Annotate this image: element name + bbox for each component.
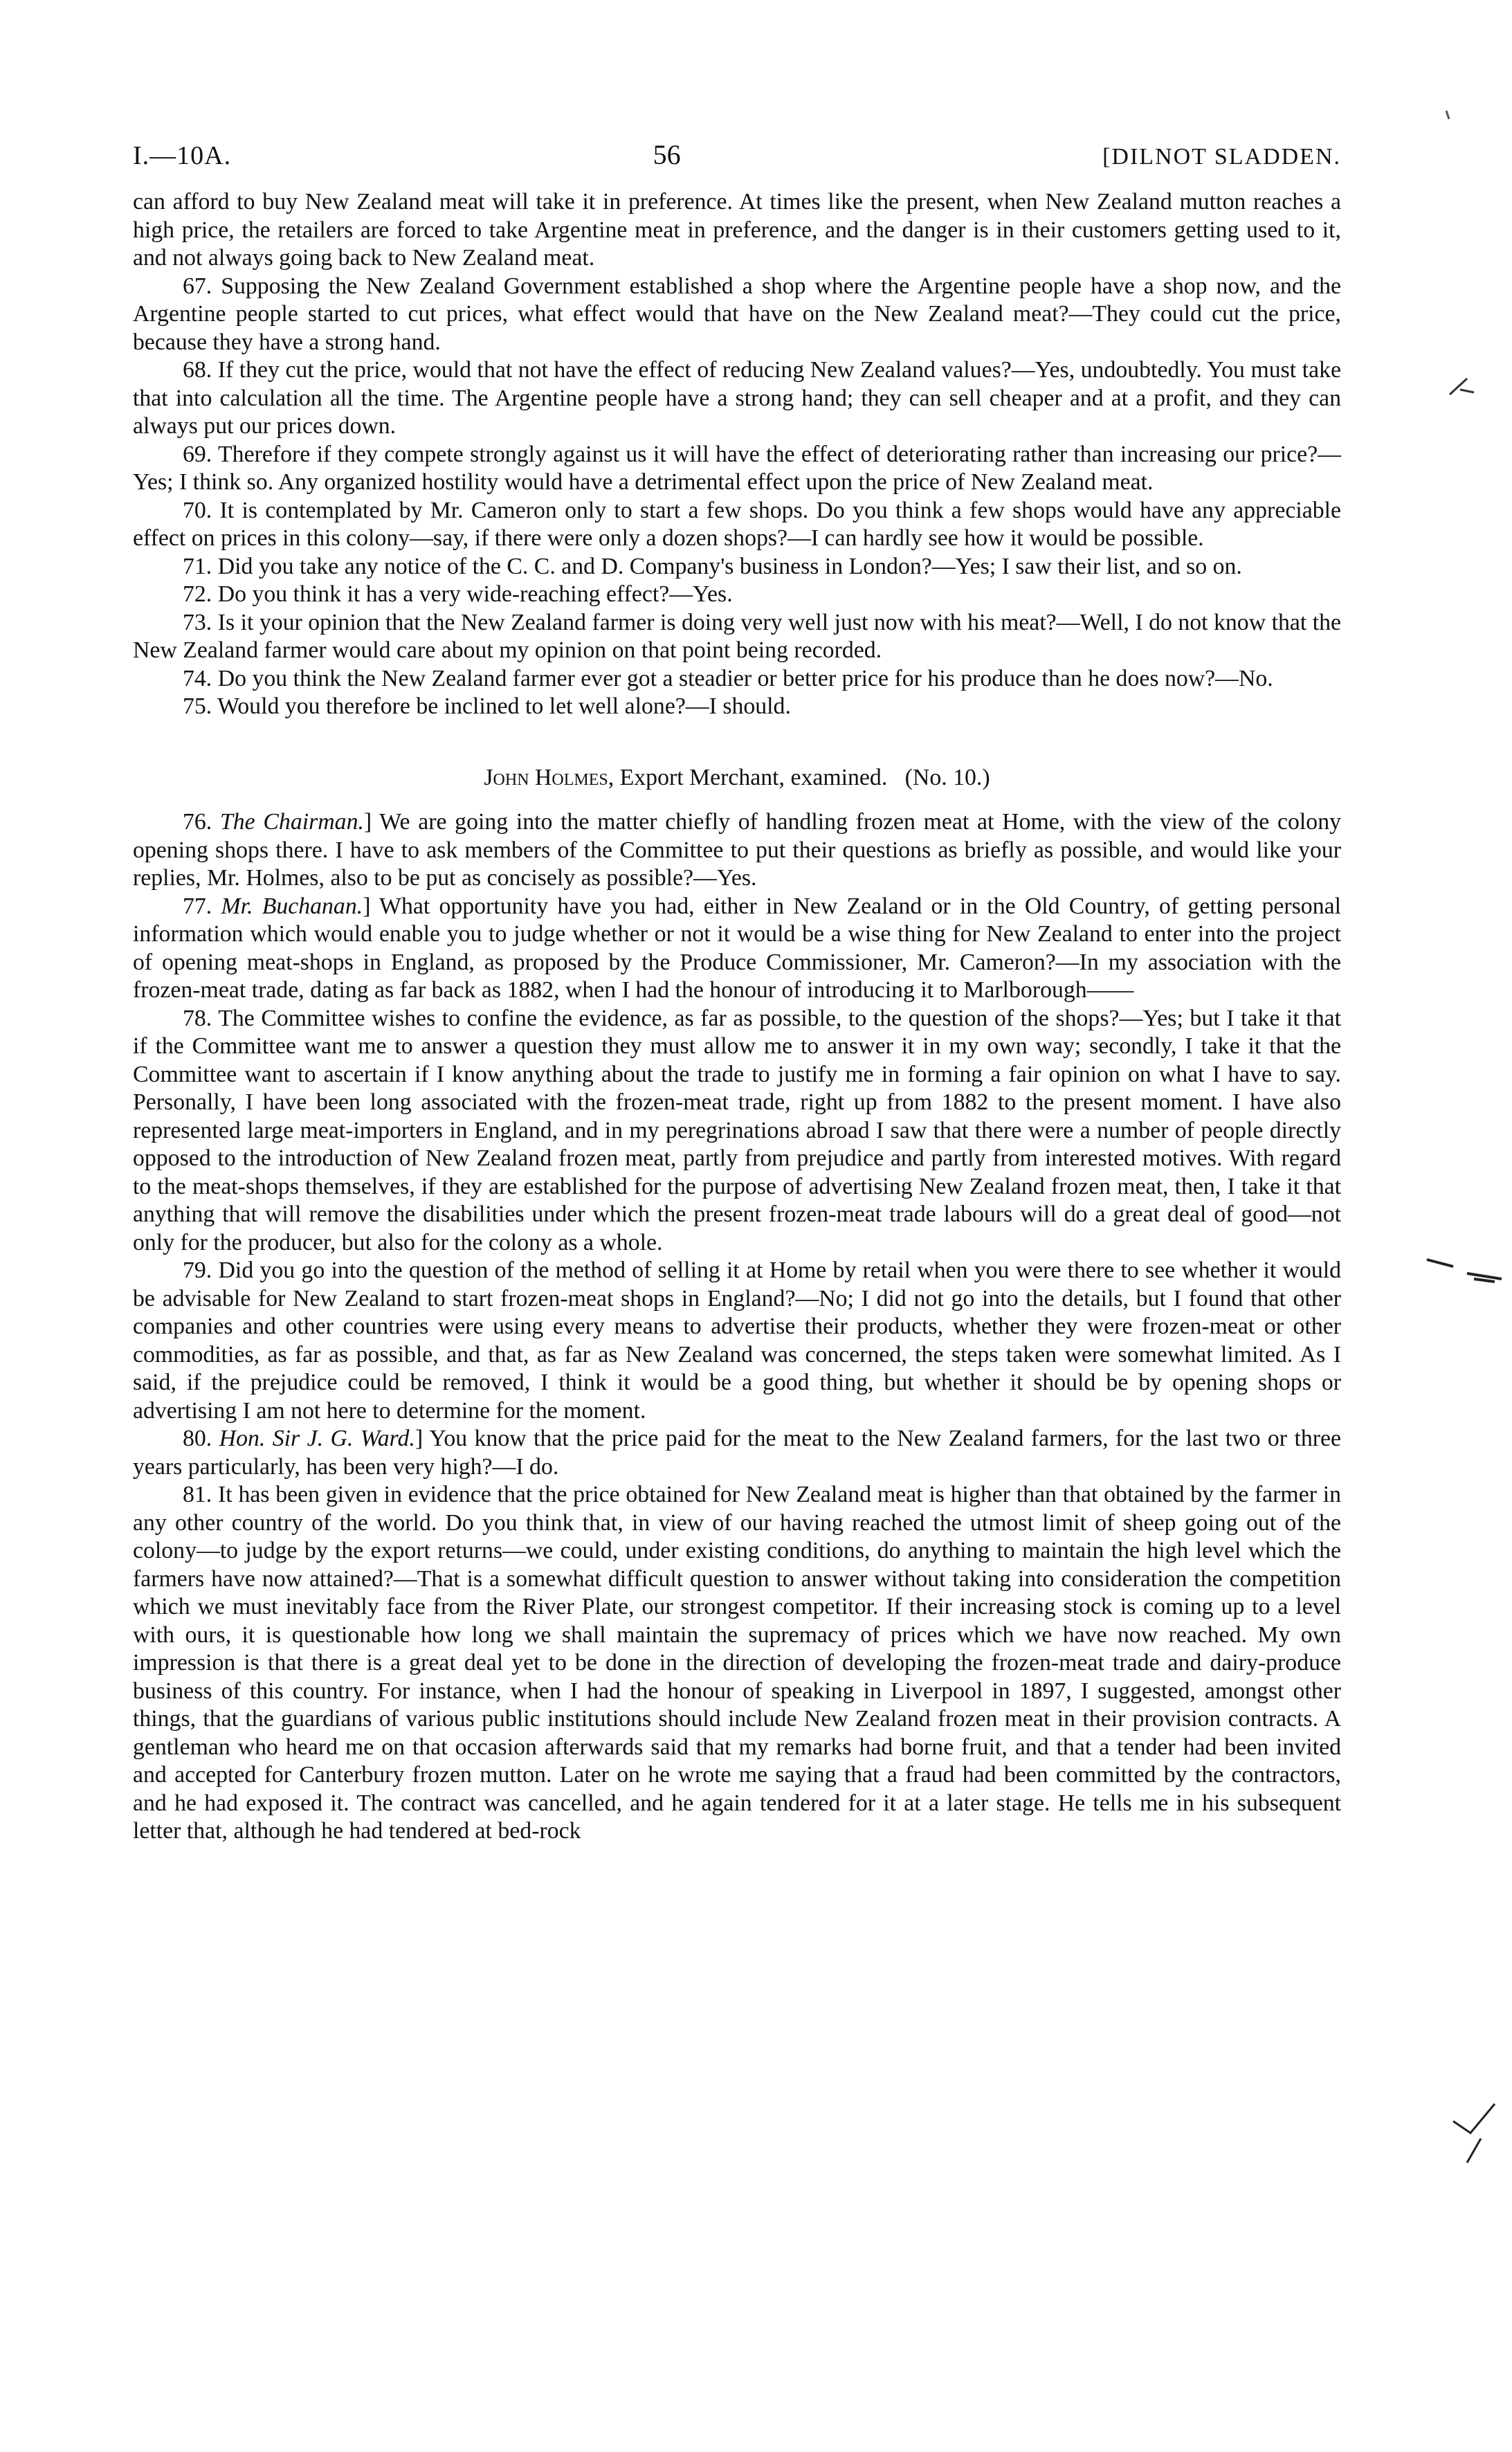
question-paragraph: 74. Do you think the New Zealand farmer ever got a steadier or better price for his produce than he does now?—No. <box>183 665 1273 691</box>
header-paper-number: I.—10A. <box>133 141 232 170</box>
question-paragraph: 72. Do you think it has a very wide-reaching effect?—Yes. <box>183 581 733 607</box>
question-paragraph <box>133 1257 1341 1425</box>
question-paragraph: 69. Therefore if they compete strongly against us it will have the effect of deteriorating rather than increasing our price?—Yes; I think so. Any organized hostility would have a detrimental effect upon the price of New Zealand meat. <box>133 441 1341 495</box>
question-text: The Committee wishes to confine the evidence, as far as possible, to the question of the shops?—Yes; but I take it that if the Committee want me to answer a question they must allow me to answer it in my own way; secondly, I take it that the Committee want to ascertain if I know anything about the trade to justify me in forming a fair opinion on what I have to say. Personally, I have been long associated with the frozen-meat trade, right up from 1882 to the present moment. I have also represented large meat-importers in England, and in my peregrinations abroad I saw that there were a number of people directly opposed to the introduction of New Zealand frozen meat, partly from prejudice and partly from interested motives. With regard to the meat-shops themselves, if they are established for the purpose of advertising New Zealand frozen meat, then, I take it that anything that will remove the disabilities under which the present frozen-meat trade labours will do a great deal of good—not only for the producer, but also for the colony as a whole. <box>133 1005 1341 1255</box>
question-list-b <box>133 808 1341 1846</box>
question-number: 77. <box>183 893 212 919</box>
question-text: ] What opportunity have you had, either in New Zealand or in the Old Country, of getting personal information which would enable you to judge whether or not it would be a wise thing for New Zealand to enter into the project of opening meat-shops in England, as proposed by the Produce Commissioner, Mr. Cameron?—In my association with the frozen-meat trade, dating as far back as 1882, when I had the honour of introducing it to Marlborough—— <box>133 893 1341 1003</box>
question-paragraph: 70. It is contemplated by Mr. Cameron only to start a few shops. Do you think a few shops would have any appreciable effect on prices in this colony—say, if there were only a dozen shops?—I can hardly see how it would be possible. <box>133 497 1341 551</box>
question-number: 78. <box>183 1005 212 1031</box>
witness-heading <box>133 764 1341 792</box>
document-body <box>133 188 1341 1846</box>
question-paragraph: 67. Supposing the New Zealand Government established a shop where the Argentine people have a shop now, and the Argentine people started to cut prices, what effect would that have on the New Zealand meat?—They could cut the price, because they have a strong hand. <box>133 273 1341 355</box>
question-text: ] You know that the price paid for the meat to the New Zealand farmers, for the last two or three years particularly, has been very high?—I do. <box>133 1426 1341 1480</box>
question-paragraph <box>133 1425 1341 1481</box>
question-paragraph <box>133 1481 1341 1846</box>
question-number: 79. <box>183 1257 212 1283</box>
header-witness-name: [DILNOT SLADDEN. <box>1102 144 1341 170</box>
scan-mark-icon <box>1426 97 1467 138</box>
question-text: It has been given in evidence that the price obtained for New Zealand meat is higher than that obtained by the farmer in any other country of the world. Do you think that, in view of our having reached the utmost limit of sheep going out of the colony—to judge by the export returns—we could, under existing conditions, do anything to maintain the high level which the farmers have now attained?—That is a somewhat difficult question to answer without taking into consideration the competition which we must inevitably face from the River Plate, our strongest competitor. If their increasing stock is coming up to a level with ours, it is questionable how long we shall maintain the supremacy of prices which we have now reached. My own impression is that there is a great deal yet to be done in the direction of developing the frozen-meat trade and dairy-produce business of this country. For instance, when I had the honour of speaking in Liverpool in 1897, I suggested, amongst other things, that the guardians of various public institutions should include New Zealand frozen meat in their provision contracts. A gentleman who heard me on that occasion afterwards said that my remarks had borne fruit, and that a tender had been invited and accepted for Canterbury frozen mutton. Later on he wrote me saying that a fraud had been committed by the contractors, and he had exposed it. The contract was cancelled, and he again tendered for it at a later stage. He tells me in his subsequent letter that, although he had tendered at bed-rock <box>133 1482 1342 1844</box>
question-paragraph <box>133 808 1341 893</box>
scan-mark-icon <box>1446 370 1488 405</box>
question-text: ] We are going into the matter chiefly of handling frozen meat at Home, with the view of the colony opening shops there. I have to ask members of the Committee to put their questions as briefly as possible, and would like your replies, Mr. Holmes, also to be put as concisely as possible?—Yes. <box>133 809 1341 891</box>
header-page-number: 56 <box>653 139 681 170</box>
speaker-name: Mr. Buchanan. <box>221 893 363 919</box>
document-page <box>133 138 1341 1846</box>
question-paragraph: 73. Is it your opinion that the New Zealand farmer is doing very well just now with his meat?—Well, I do not know that the New Zealand farmer would care about my opinion on that point being recorded. <box>133 609 1341 663</box>
question-paragraph <box>133 1005 1341 1257</box>
speaker-name: The Chairman. <box>219 809 364 835</box>
question-number: 81. <box>183 1482 212 1507</box>
witness-number: (No. 10.) <box>904 764 990 790</box>
question-paragraph: 68. If they cut the price, would that not have the effect of reducing New Zealand values?—Yes, undoubtedly. You must take that into calculation all the time. The Argentine people have a strong hand; they can sell cheaper and at a profit, and they can always put our prices down. <box>133 357 1341 439</box>
speaker-name: Hon. Sir J. G. Ward. <box>219 1426 415 1451</box>
question-paragraph: 71. Did you take any notice of the C. C. and D. Company's business in London?—Yes; I saw their list, and so on. <box>183 553 1242 579</box>
scan-mark-icon <box>1439 2090 1502 2166</box>
question-paragraph: 75. Would you therefore be inclined to let well alone?—I should. <box>183 693 791 719</box>
question-paragraph <box>133 893 1341 1005</box>
witness-description: , Export Merchant, examined. <box>608 764 888 790</box>
question-number: 76. <box>183 809 212 835</box>
question-list-a <box>133 273 1341 721</box>
scan-mark-icon <box>1426 1246 1509 1301</box>
question-number: 80. <box>183 1426 212 1451</box>
witness-name: John Holmes <box>484 764 608 790</box>
page-header <box>133 138 1341 188</box>
opening-paragraph: can afford to buy New Zealand meat will take it in preference. At times like the present, when New Zealand mutton reaches a high price, the retailers are forced to take Argentine meat in preference, and the danger is in their customers getting used to it, and not always going back to New Zealand meat. <box>133 189 1341 271</box>
question-text: Did you go into the question of the method of selling it at Home by retail when you were there to see whether it would be advisable for New Zealand to start frozen-meat shops in England?—No; I did not go into the details, but I found that other companies and other countries were using every means to advertise their products, whether they were frozen-meat or other commodities, as far as possible, and that, as far as New Zealand was concerned, the steps taken were somewhat limited. As I said, if the prejudice could be removed, I think it would be a good thing, but whether it should be by opening shops or advertising I am not here to determine for the moment. <box>133 1257 1342 1424</box>
